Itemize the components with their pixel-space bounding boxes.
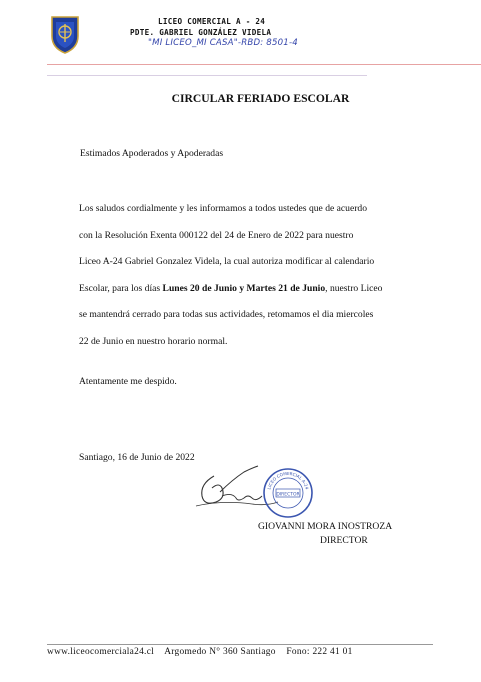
body-text: Escolar, para los días [79,282,163,294]
header-school-patron: PDTE. GABRIEL GONZÁLEZ VIDELA [130,28,272,37]
body-line: Los saludos cordialmente y les informamos a todos ustedes que de acuerdo [79,203,368,214]
body-line: Liceo A-24 Gabriel Gonzalez Videla, la cual autoriza modificar al calendario [79,256,375,267]
official-stamp [262,467,314,519]
footer-phone: Fono: 222 41 01 [286,647,353,657]
header-school-name: LICEO COMERCIAL A - 24 [158,17,266,26]
body-line-holiday [79,276,439,303]
stamp-text: LICEO COMERCIAL A-24 [266,470,310,490]
document-title: CIRCULAR FERIADO ESCOLAR [171,92,350,105]
document-body [79,196,439,355]
footer [47,647,361,657]
body-line: 22 de Junio en nuestro horario normal. [79,335,228,347]
signer-name: GIOVANNI MORA INOSTROZA [258,521,393,532]
signer-role: DIRECTOR [320,535,368,546]
greeting: Estimados Apoderados y Apoderadas [80,148,224,159]
place-and-date: Santiago, 16 de Junio de 2022 [79,452,195,463]
body-text: , nuestro Liceo [325,282,383,294]
body-line: con la Resolución Exenta 000122 del 24 de Enero de 2022 para nuestro [79,229,354,241]
header-motto-rbd: "MI LICEO_MI CASA"-RBD: 8501-4 [148,38,298,48]
header-divider-bottom [47,75,367,76]
closing-remark: Atentamente me despido. [79,376,177,387]
body-line: se mantendrá cerrado para todas sus actividades, retomamos el dia miercoles [79,309,374,320]
footer-address: Argomedo N° 360 Santiago [164,647,276,657]
footer-website: www.liceocomerciala24.cl [47,647,155,657]
holiday-dates: Lunes 20 de Junio y Martes 21 de Junio [162,282,326,294]
svg-text:DIRECTOR: DIRECTOR [276,492,300,498]
footer-divider [47,644,433,645]
school-crest-logo [50,14,80,54]
header-divider-top [47,64,481,65]
